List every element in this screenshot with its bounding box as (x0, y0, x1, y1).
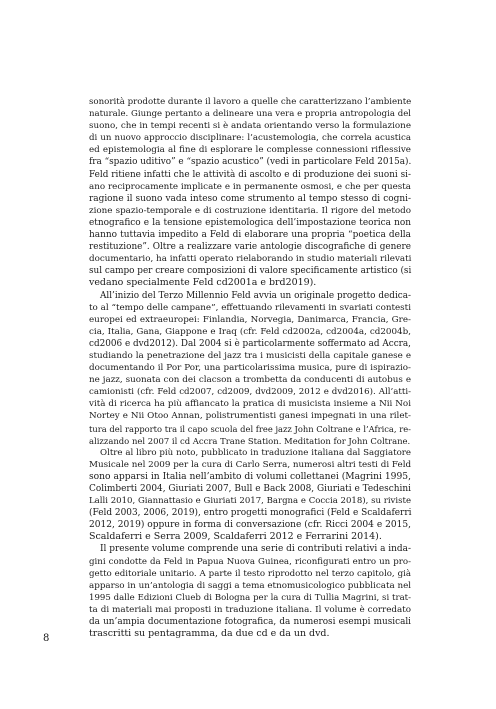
text-line: sul campo per creare composizioni di valore specificamente artistico (si (89, 266, 412, 277)
text-line: zione spazio-temporale e di costruzione identitaria. Il rigore del metodo (89, 205, 411, 216)
text-line: ta di materiali mai proposti in traduzione italiana. Il volume è corredato (89, 604, 411, 615)
text-line: ragione il suono vada inteso come strumento al tempo stesso di cogni- (89, 193, 411, 204)
text-line: cd2006 e dvd2012). Dal 2004 si è particolarmente soffermato ad Accra, (89, 338, 411, 349)
text-line: studiando la penetrazione del jazz tra i musicisti della capitale ganese e (89, 350, 411, 361)
text-line: Lalli 2010, Giannattasio e Giuriati 2017, Bargna e Coccia 2018), su riviste (89, 496, 411, 507)
text-line: vità di ricerca ha più affiancato la pratica di musicista insieme a Nii Noi (89, 399, 411, 410)
text-line: sonorità prodotte durante il lavoro a quelle che caratterizzano l’ambiente (89, 97, 412, 107)
text-line: europei ed extraeuropei: Finlandia, Norvegia, Danimarca, Francia, Gre- (89, 314, 411, 325)
text-line: vedano specialmente Feld cd2001a e brd2019). (89, 277, 317, 289)
text-line: Scaldaferri e Serra 2009, Scaldaferri 2012 e Ferrarini 2014). (89, 531, 382, 543)
body-text (89, 96, 411, 640)
text-line: Colimberti 2004, Giuriati 2007, Bull e Back 2008, Giuriati e Tedeschini (89, 484, 411, 494)
page-number: 8 (43, 633, 50, 644)
text-line: getto editoriale unitario. A parte il testo riprodotto nel terzo capitolo, già (89, 568, 411, 579)
text-line: documentando il Por Por, una particolarissima musica, pure di ispirazio- (89, 363, 411, 374)
text-line: Musicale nel 2009 per la cura di Carlo Serra, numerosi altri testi di Feld (89, 459, 412, 470)
text-line: tura del rapporto tra il capo scuola del free jazz John Coltrane e l’Africa, re- (89, 423, 411, 434)
text-line: Feld ritiene infatti che le attività di ascolto e di produzione dei suoni si- (89, 169, 411, 180)
text-line: sono apparsi in Italia nell’ambito di volumi collettanei (Magrini 1995, (89, 471, 411, 482)
text-line: (Feld 2003, 2006, 2019), entro progetti monografici (Feld e Scaldaferri (89, 508, 412, 519)
text-line: Oltre al libro più noto, pubblicato in traduzione italiana dal Saggiatore (100, 447, 411, 458)
text-line: trascritti su pentagramma, da due cd e da un dvd. (89, 628, 330, 640)
text-line: alizzando nel 2007 il cd Accra Trane Station. Meditation for John Coltrane. (89, 435, 411, 446)
text-line: suono, che in tempi recenti si è andata orientando verso la formulazione (89, 121, 411, 132)
text-line: camionisti (cfr. Feld cd2007, cd2009, dvd2009, 2012 e dvd2016). All’atti- (89, 387, 411, 398)
text-line: Il presente volume comprende una serie di contributi relativi a inda- (100, 544, 411, 555)
text-line: di un nuovo approccio disciplinare: l’acustemologia, che correla acustica (89, 133, 411, 144)
text-line: apparso in un’antologia di saggi a tema etnomusicologico pubblicata nel (89, 580, 412, 591)
text-line: to al “tempo delle campane”, effettuando rilevamenti in svariati contesti (89, 302, 411, 313)
text-line: etnografico e la tensione epistemologica dell’impostazione teorica non (89, 217, 411, 228)
text-line: All’inizio del Terzo Millennio Feld avvia un originale progetto dedica- (100, 290, 411, 301)
text-line: Nortey e Nii Otoo Annan, polistrumentisti ganesi impegnati in una rilet- (89, 411, 411, 422)
text-line: documentario, ha infatti operato rielaborando in studio materiali rilevati (89, 254, 412, 265)
text-line: gini condotte da Feld in Papua Nuova Guinea, riconfigurati entro un pro- (89, 556, 411, 567)
text-line: naturale. Giunge pertanto a delineare una vera e propria antropologia del (89, 109, 411, 120)
text-line: da un’ampia documentazione fotografica, da numerosi esempi musicali (89, 617, 411, 628)
text-line: 1995 dalle Edizioni Clueb di Bologna per la cura di Tullia Magrini, si trat- (89, 592, 411, 603)
text-line: 2012, 2019) oppure in forma di conversazione (cfr. Ricci 2004 e 2015, (89, 520, 411, 531)
text-line: restituzione”. Oltre a realizzare varie antologie discografiche di genere (89, 242, 411, 253)
text-line: ne jazz, suonata con dei clacson a trombetta da conducenti di autobus e (89, 375, 411, 386)
text-line: fra “spazio uditivo” e “spazio acustico” (vedi in particolare Feld 2015a). (89, 157, 412, 168)
text-line: cia, Italia, Gana, Giappone e Iraq (cfr. Feld cd2002a, cd2004a, cd2004b, (89, 326, 411, 337)
text-line: hanno tuttavia impedito a Feld di elaborare una propria “poetica della (89, 230, 411, 241)
text-line: ed epistemologia al fine di esplorare le complesse connessioni riflessive (89, 145, 411, 156)
text-line: ano reciprocamente implicate e in permanente osmosi, e che per questa (89, 181, 411, 192)
